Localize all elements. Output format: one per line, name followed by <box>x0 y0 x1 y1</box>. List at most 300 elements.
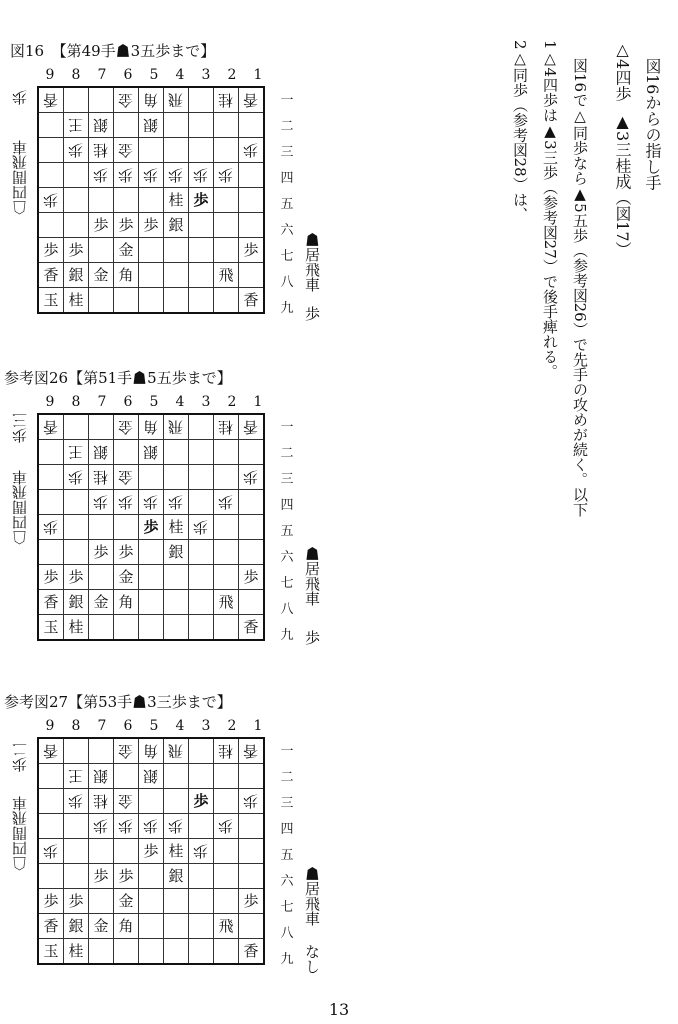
sente-piece: 歩 <box>143 842 159 860</box>
sente-piece: 歩 <box>43 241 59 259</box>
board-square <box>38 288 64 314</box>
board-row <box>38 414 264 440</box>
file-label: 1 <box>253 718 263 734</box>
board-square <box>139 565 164 590</box>
gote-piece: 銀 <box>93 443 109 461</box>
rank-label: 一 <box>280 93 294 108</box>
sente-piece: 香 <box>243 942 259 960</box>
gote-piece: 桂 <box>93 468 109 486</box>
diagram-title: 参考図27【第53手☗3三歩まで】 <box>4 693 232 711</box>
board-square <box>164 490 189 515</box>
gote-piece: 歩 <box>168 817 184 835</box>
gote-piece: 角 <box>143 418 159 436</box>
sente-piece: 金 <box>93 593 109 611</box>
board-square <box>239 565 265 590</box>
board-square <box>114 238 139 263</box>
board-square <box>64 414 89 440</box>
gote-piece: 飛 <box>168 742 184 760</box>
gote-piece: 王 <box>68 443 84 461</box>
board-square <box>189 490 214 515</box>
rank-label: 一 <box>280 744 294 759</box>
board-square <box>214 113 239 138</box>
board-square <box>189 814 214 839</box>
board-square <box>139 263 164 288</box>
diagram-title: 図16 【第49手☗3五歩まで】 <box>10 42 216 60</box>
board-square <box>38 914 64 939</box>
sente-piece: 歩 <box>143 518 159 536</box>
board-row <box>38 138 264 163</box>
board-square <box>89 738 114 764</box>
board-square <box>64 515 89 540</box>
board-row <box>38 238 264 263</box>
gote-piece: 歩 <box>243 468 259 486</box>
board-square <box>139 540 164 565</box>
gote-piece: 桂 <box>93 792 109 810</box>
board-square <box>38 87 64 113</box>
board-square <box>189 939 214 965</box>
sente-piece: 歩 <box>243 568 259 586</box>
board-square <box>189 565 214 590</box>
board-row <box>38 615 264 641</box>
sente-hand: 歩 <box>303 306 321 321</box>
board-square <box>38 238 64 263</box>
file-label: 7 <box>97 718 107 734</box>
board-row <box>38 864 264 889</box>
sente-piece: 銀 <box>68 917 84 935</box>
board-square <box>38 615 64 641</box>
board-square <box>139 87 164 113</box>
board-square <box>89 263 114 288</box>
gote-piece: 歩 <box>118 817 134 835</box>
file-label: 8 <box>71 718 81 734</box>
board-square <box>64 565 89 590</box>
sente-piece: 歩 <box>243 241 259 259</box>
sente-piece: 香 <box>243 618 259 636</box>
board-square <box>89 814 114 839</box>
rank-label: 七 <box>280 576 294 591</box>
gote-piece: 歩 <box>243 141 259 159</box>
board-square <box>139 590 164 615</box>
board-square <box>64 490 89 515</box>
gote-piece: 桂 <box>218 418 234 436</box>
rank-label: 九 <box>280 301 294 316</box>
board-square <box>214 914 239 939</box>
gote-label: ☖四間飛車 <box>11 470 29 545</box>
gote-piece: 歩 <box>218 166 234 184</box>
sente-hand: なし <box>303 944 321 974</box>
shogi-board <box>37 86 265 314</box>
rank-label: 七 <box>280 249 294 264</box>
gote-piece: 角 <box>143 91 159 109</box>
board-square <box>164 515 189 540</box>
board-square <box>64 864 89 889</box>
gote-piece: 銀 <box>143 767 159 785</box>
sente-piece: 角 <box>118 266 134 284</box>
board-square <box>239 914 265 939</box>
board-square <box>189 288 214 314</box>
board-square <box>89 789 114 814</box>
gote-piece: 歩 <box>193 166 209 184</box>
body-paragraph-2: 1△4四歩は▲3三歩（参考図27）で後手痺れる。 <box>541 40 559 379</box>
gote-piece: 歩 <box>168 166 184 184</box>
board-square <box>164 440 189 465</box>
rank-label: 七 <box>280 900 294 915</box>
moves-heading: 図16からの指し手 <box>643 58 662 191</box>
board-square <box>239 113 265 138</box>
board-square <box>239 414 265 440</box>
sente-piece: 歩 <box>68 568 84 586</box>
board-square <box>89 939 114 965</box>
rank-label: 四 <box>280 498 294 513</box>
sente-piece: 歩 <box>118 867 134 885</box>
file-label: 9 <box>45 394 55 410</box>
gote-piece: 金 <box>118 742 134 760</box>
gote-piece: 香 <box>43 91 59 109</box>
board-square <box>139 814 164 839</box>
board-square <box>214 188 239 213</box>
board-square <box>189 590 214 615</box>
rank-label: 一 <box>280 420 294 435</box>
sente-piece: 飛 <box>218 266 234 284</box>
board-square <box>239 814 265 839</box>
board-square <box>139 515 164 540</box>
file-label: 3 <box>201 394 211 410</box>
file-label: 4 <box>175 67 185 83</box>
file-label: 7 <box>97 394 107 410</box>
board-square <box>38 565 64 590</box>
board-square <box>214 590 239 615</box>
gote-piece: 銀 <box>93 116 109 134</box>
shogi-board <box>37 737 265 965</box>
sente-piece: 歩 <box>143 216 159 234</box>
board-square <box>189 440 214 465</box>
sente-piece: 銀 <box>168 216 184 234</box>
file-label: 9 <box>45 67 55 83</box>
board-square <box>164 188 189 213</box>
sente-piece: 角 <box>118 593 134 611</box>
rank-label: 八 <box>280 602 294 617</box>
board-square <box>89 590 114 615</box>
board-square <box>89 615 114 641</box>
gote-piece: 香 <box>243 418 259 436</box>
board-square <box>114 213 139 238</box>
board-square <box>239 839 265 864</box>
board-square <box>189 839 214 864</box>
board-square <box>139 490 164 515</box>
board-square <box>139 789 164 814</box>
gote-piece: 歩 <box>68 141 84 159</box>
gote-hand: 歩三 <box>11 413 29 443</box>
rank-label: 四 <box>280 822 294 837</box>
board-row <box>38 764 264 789</box>
board-square <box>189 738 214 764</box>
board-square <box>239 188 265 213</box>
rank-label: 二 <box>280 446 294 461</box>
board-square <box>164 113 189 138</box>
gote-label: ☖四間飛車 <box>11 796 29 871</box>
board-square <box>139 138 164 163</box>
board-row <box>38 565 264 590</box>
board-square <box>189 864 214 889</box>
board-square <box>114 113 139 138</box>
board-square <box>239 490 265 515</box>
board-row <box>38 515 264 540</box>
board-square <box>114 263 139 288</box>
board-square <box>38 889 64 914</box>
board-row <box>38 939 264 965</box>
board-square <box>214 490 239 515</box>
sente-piece: 歩 <box>93 543 109 561</box>
board-square <box>239 263 265 288</box>
board-square <box>189 188 214 213</box>
board-square <box>139 764 164 789</box>
gote-piece: 金 <box>118 468 134 486</box>
board-square <box>239 738 265 764</box>
rank-label: 五 <box>280 848 294 863</box>
sente-piece: 金 <box>118 568 134 586</box>
board-square <box>114 738 139 764</box>
move-gote: △4四歩 <box>613 40 632 102</box>
board-square <box>164 814 189 839</box>
board-square <box>114 515 139 540</box>
board-square <box>189 789 214 814</box>
board-square <box>38 738 64 764</box>
rank-labels <box>278 739 296 973</box>
board-square <box>214 213 239 238</box>
board-square <box>89 889 114 914</box>
gote-piece: 飛 <box>168 91 184 109</box>
board-square <box>189 213 214 238</box>
gote-piece: 香 <box>43 418 59 436</box>
board-square <box>114 540 139 565</box>
file-label: 9 <box>45 718 55 734</box>
sente-piece: 歩 <box>193 191 209 209</box>
gote-piece: 歩 <box>93 166 109 184</box>
board-square <box>164 590 189 615</box>
board-square <box>239 864 265 889</box>
file-label: 8 <box>71 67 81 83</box>
board-square <box>89 440 114 465</box>
board-square <box>38 440 64 465</box>
board-square <box>189 414 214 440</box>
diagram-title: 参考図26【第51手☗5五歩まで】 <box>4 369 232 387</box>
sente-piece: 桂 <box>168 842 184 860</box>
board-row <box>38 490 264 515</box>
board-square <box>239 288 265 314</box>
board-square <box>64 764 89 789</box>
file-label: 2 <box>227 394 237 410</box>
rank-label: 五 <box>280 197 294 212</box>
board-square <box>38 789 64 814</box>
sente-piece: 銀 <box>68 266 84 284</box>
board-square <box>164 465 189 490</box>
sente-piece: 歩 <box>118 543 134 561</box>
gote-label: ☖四間飛車 <box>11 140 29 215</box>
rank-label: 六 <box>280 874 294 889</box>
gote-piece: 歩 <box>143 166 159 184</box>
board-square <box>239 889 265 914</box>
board-square <box>114 889 139 914</box>
board-square <box>189 764 214 789</box>
file-label: 2 <box>227 718 237 734</box>
board-square <box>114 414 139 440</box>
board-square <box>214 814 239 839</box>
board-square <box>38 263 64 288</box>
board-square <box>64 440 89 465</box>
sente-piece: 銀 <box>168 543 184 561</box>
board-square <box>164 864 189 889</box>
gote-piece: 金 <box>118 792 134 810</box>
board-square <box>38 138 64 163</box>
board-square <box>38 414 64 440</box>
sente-piece: 歩 <box>68 241 84 259</box>
board-square <box>164 414 189 440</box>
board-square <box>214 540 239 565</box>
sente-piece: 桂 <box>68 618 84 636</box>
sente-piece: 歩 <box>118 216 134 234</box>
board-square <box>114 163 139 188</box>
board-square <box>189 914 214 939</box>
board-square <box>164 163 189 188</box>
board-square <box>89 565 114 590</box>
board-square <box>239 540 265 565</box>
board-square <box>239 87 265 113</box>
board-square <box>164 789 189 814</box>
board-square <box>214 238 239 263</box>
board-square <box>89 238 114 263</box>
board-square <box>64 238 89 263</box>
board-row <box>38 914 264 939</box>
board-square <box>189 238 214 263</box>
board-square <box>114 615 139 641</box>
board-square <box>164 87 189 113</box>
board-square <box>139 213 164 238</box>
board-square <box>38 490 64 515</box>
board-square <box>214 764 239 789</box>
rank-labels <box>278 88 296 322</box>
gote-piece: 歩 <box>118 493 134 511</box>
board-square <box>164 213 189 238</box>
board-square <box>164 138 189 163</box>
board-square <box>89 839 114 864</box>
sente-piece: 金 <box>118 892 134 910</box>
board-square <box>38 113 64 138</box>
board-square <box>214 87 239 113</box>
board-square <box>38 590 64 615</box>
board-square <box>64 615 89 641</box>
gote-piece: 歩 <box>118 166 134 184</box>
gote-piece: 歩 <box>193 518 209 536</box>
board-row <box>38 263 264 288</box>
board-square <box>64 590 89 615</box>
file-label: 2 <box>227 67 237 83</box>
rank-label: 三 <box>280 472 294 487</box>
board-square <box>239 939 265 965</box>
board-square <box>189 515 214 540</box>
board-square <box>164 738 189 764</box>
board-row <box>38 288 264 314</box>
board-square <box>64 839 89 864</box>
gote-hand: 歩二 <box>11 742 29 772</box>
sente-piece: 金 <box>118 241 134 259</box>
board-square <box>214 515 239 540</box>
board-square <box>38 188 64 213</box>
board-square <box>64 163 89 188</box>
board-square <box>38 540 64 565</box>
sente-piece: 歩 <box>68 892 84 910</box>
board-square <box>139 615 164 641</box>
board-square <box>64 288 89 314</box>
board-square <box>239 515 265 540</box>
board-square <box>38 163 64 188</box>
board-square <box>114 814 139 839</box>
gote-piece: 香 <box>43 742 59 760</box>
board-square <box>114 939 139 965</box>
board-square <box>38 515 64 540</box>
file-label: 6 <box>123 718 133 734</box>
board-square <box>114 839 139 864</box>
board-square <box>139 113 164 138</box>
board-square <box>164 889 189 914</box>
file-label: 6 <box>123 394 133 410</box>
gote-piece: 王 <box>68 116 84 134</box>
file-label: 7 <box>97 67 107 83</box>
sente-piece: 香 <box>243 291 259 309</box>
board-square <box>64 789 89 814</box>
board-square <box>164 263 189 288</box>
rank-label: 四 <box>280 171 294 186</box>
board-square <box>114 440 139 465</box>
gote-piece: 歩 <box>43 191 59 209</box>
gote-piece: 金 <box>118 418 134 436</box>
file-labels <box>37 718 271 734</box>
board-square <box>164 764 189 789</box>
board-square <box>38 864 64 889</box>
sente-piece: 桂 <box>68 942 84 960</box>
board-square <box>114 138 139 163</box>
rank-label: 六 <box>280 223 294 238</box>
gote-piece: 銀 <box>93 767 109 785</box>
board-row <box>38 87 264 113</box>
board-square <box>114 764 139 789</box>
board-square <box>139 839 164 864</box>
rank-label: 五 <box>280 524 294 539</box>
file-label: 6 <box>123 67 133 83</box>
file-label: 5 <box>149 394 159 410</box>
rank-labels <box>278 415 296 649</box>
sente-hand: 歩 <box>303 630 321 645</box>
gote-piece: 歩 <box>143 817 159 835</box>
board-square <box>164 839 189 864</box>
gote-piece: 歩 <box>68 468 84 486</box>
board-square <box>89 490 114 515</box>
gote-piece: 歩 <box>168 493 184 511</box>
board-square <box>139 288 164 314</box>
gote-piece: 金 <box>118 91 134 109</box>
sente-piece: 玉 <box>43 291 59 309</box>
rank-label: 八 <box>280 926 294 941</box>
sente-piece: 玉 <box>43 942 59 960</box>
rank-label: 二 <box>280 119 294 134</box>
board-square <box>64 738 89 764</box>
board-square <box>114 465 139 490</box>
board-row <box>38 540 264 565</box>
sente-piece: 玉 <box>43 618 59 636</box>
gote-piece: 歩 <box>68 792 84 810</box>
file-label: 5 <box>149 67 159 83</box>
shogi-board <box>37 413 265 641</box>
board-square <box>214 939 239 965</box>
